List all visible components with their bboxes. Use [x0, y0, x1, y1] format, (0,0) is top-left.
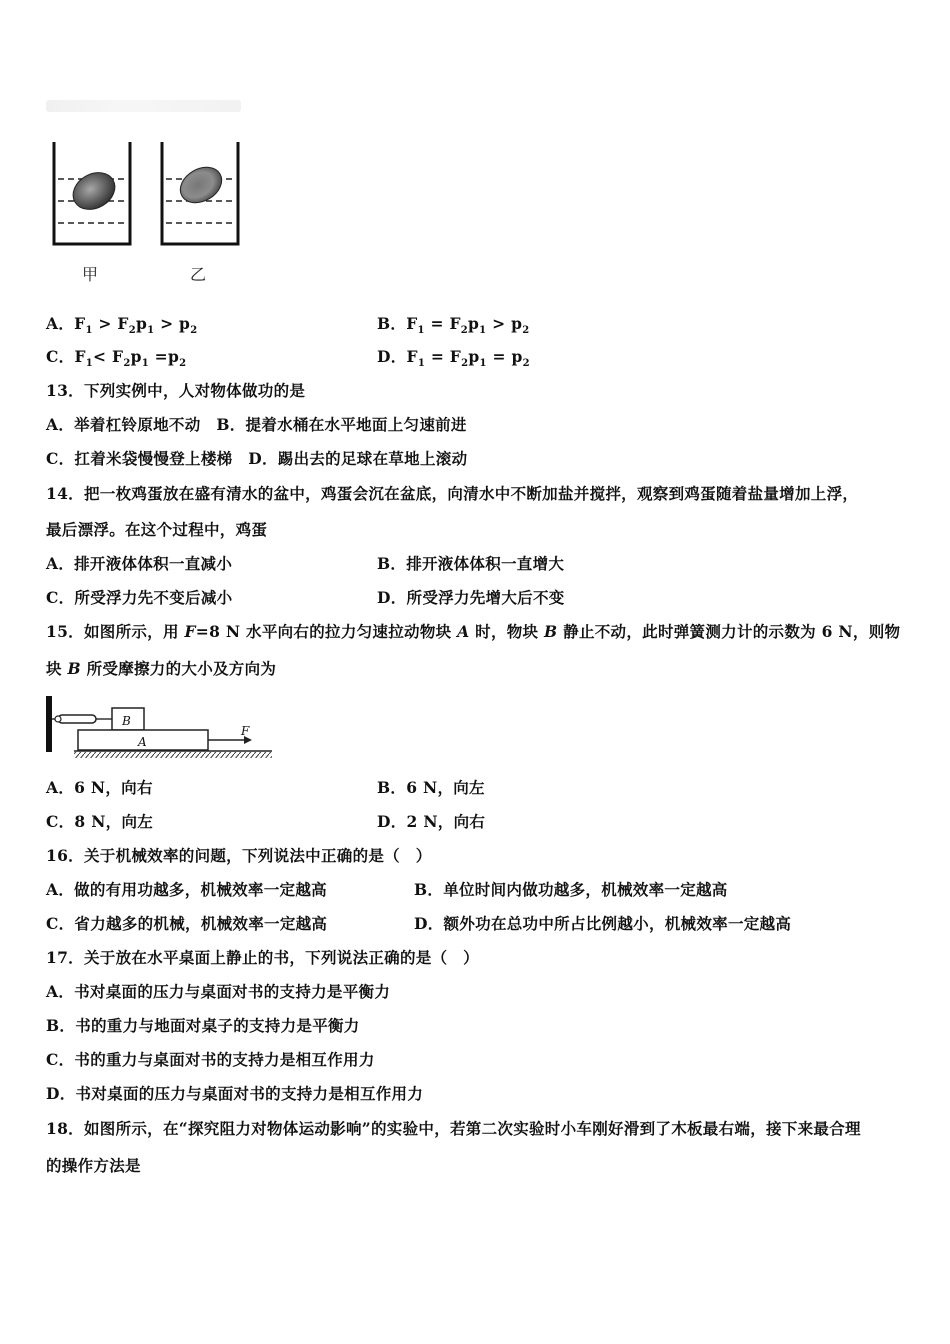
q15-option-b: B．6 N，向左	[377, 778, 485, 797]
friction-figure	[44, 694, 276, 760]
q16-stem: 16．关于机械效率的问题，下列说法中正确的是（ ）	[46, 846, 432, 865]
q12-option-c: C．$F_1< F_2p_1 =p_2$	[46, 347, 187, 370]
q13-stem: 13．下列实例中，人对物体做功的是	[46, 381, 306, 400]
beakers-figure	[46, 138, 246, 253]
beaker-right-label: 乙	[190, 265, 207, 284]
q15-option-c: C．8 N，向左	[46, 812, 154, 831]
q18-stem-line-2: 的操作方法是	[46, 1156, 141, 1175]
q15-option-d: D．2 N，向右	[377, 812, 486, 831]
egg-right	[174, 160, 228, 210]
beaker-left-label: 甲	[82, 265, 99, 284]
q14-stem-line-1: 14．把一枚鸡蛋放在盛有清水的盆中，鸡蛋会沉在盆底，向清水中不断加盐并搅拌，观察到鸡蛋随着盐量增加上浮，	[46, 484, 859, 503]
ground-hatch	[74, 752, 272, 758]
wall	[46, 696, 52, 752]
q15-option-a: A．6 N，向右	[46, 778, 153, 797]
block-a-label: A	[138, 735, 147, 749]
q16-option-c: C．省力越多的机械，机械效率一定越高	[46, 914, 328, 933]
blurred-header	[46, 100, 241, 112]
q14-stem-line-2: 最后漂浮。在这个过程中，鸡蛋	[46, 520, 268, 539]
q17-option-b: B．书的重力与地面对桌子的支持力是平衡力	[46, 1016, 360, 1035]
block-b-label: B	[122, 714, 131, 728]
q16-option-b: B．单位时间内做功越多，机械效率一定越高	[414, 880, 728, 899]
q14-option-d: D．所受浮力先增大后不变	[377, 588, 565, 607]
q16-option-d: D．额外功在总功中所占比例越小，机械效率一定越高	[414, 914, 792, 933]
q17-option-c: C．书的重力与桌面对书的支持力是相互作用力	[46, 1050, 375, 1069]
q17-stem: 17．关于放在水平桌面上静止的书，下列说法正确的是（ ）	[46, 948, 479, 967]
egg-left	[66, 165, 121, 216]
q16-option-a: A．做的有用功越多，机械效率一定越高	[46, 880, 327, 899]
q12-option-b: B．$F_1 = F_2p_1 > p_2$	[377, 314, 530, 337]
q14-option-a: A．排开液体体积一直减小	[46, 554, 233, 573]
q13-options-line-1: A．举着杠铃原地不动 B．提着水桶在水平地面上匀速前进	[46, 415, 467, 434]
q17-option-a: A．书对桌面的压力与桌面对书的支持力是平衡力	[46, 982, 391, 1001]
q18-stem-line-1: 18．如图所示，在“探究阻力对物体运动影响”的实验中，若第二次实验时小车刚好滑到了木板最右端，接下来最合理	[46, 1119, 861, 1138]
beaker-left	[54, 142, 130, 244]
beaker-right	[162, 142, 238, 244]
q14-option-b: B．排开液体体积一直增大	[377, 554, 565, 573]
q15-stem-line-2: 块 B 所受摩擦力的大小及方向为	[46, 659, 277, 678]
q12-option-d: D．$F_1 = F_2p_1 = p_2$	[377, 347, 530, 370]
q12-option-a: A．$F_1 > F_2p_1 > p_2$	[46, 314, 198, 337]
q13-options-line-2: C．扛着米袋慢慢登上楼梯 D．踢出去的足球在草地上滚动	[46, 449, 468, 468]
q17-option-d: D．书对桌面的压力与桌面对书的支持力是相互作用力	[46, 1084, 424, 1103]
spring-scale	[58, 715, 96, 723]
force-label: F	[241, 724, 250, 738]
q15-stem-line-1: 15．如图所示，用 F=8 N 水平向右的拉力匀速拉动物块 A 时，物块 B 静止不动，此时弹簧测力计的示数为 6 N，则物	[46, 622, 901, 641]
q14-option-c: C．所受浮力先不变后减小	[46, 588, 233, 607]
